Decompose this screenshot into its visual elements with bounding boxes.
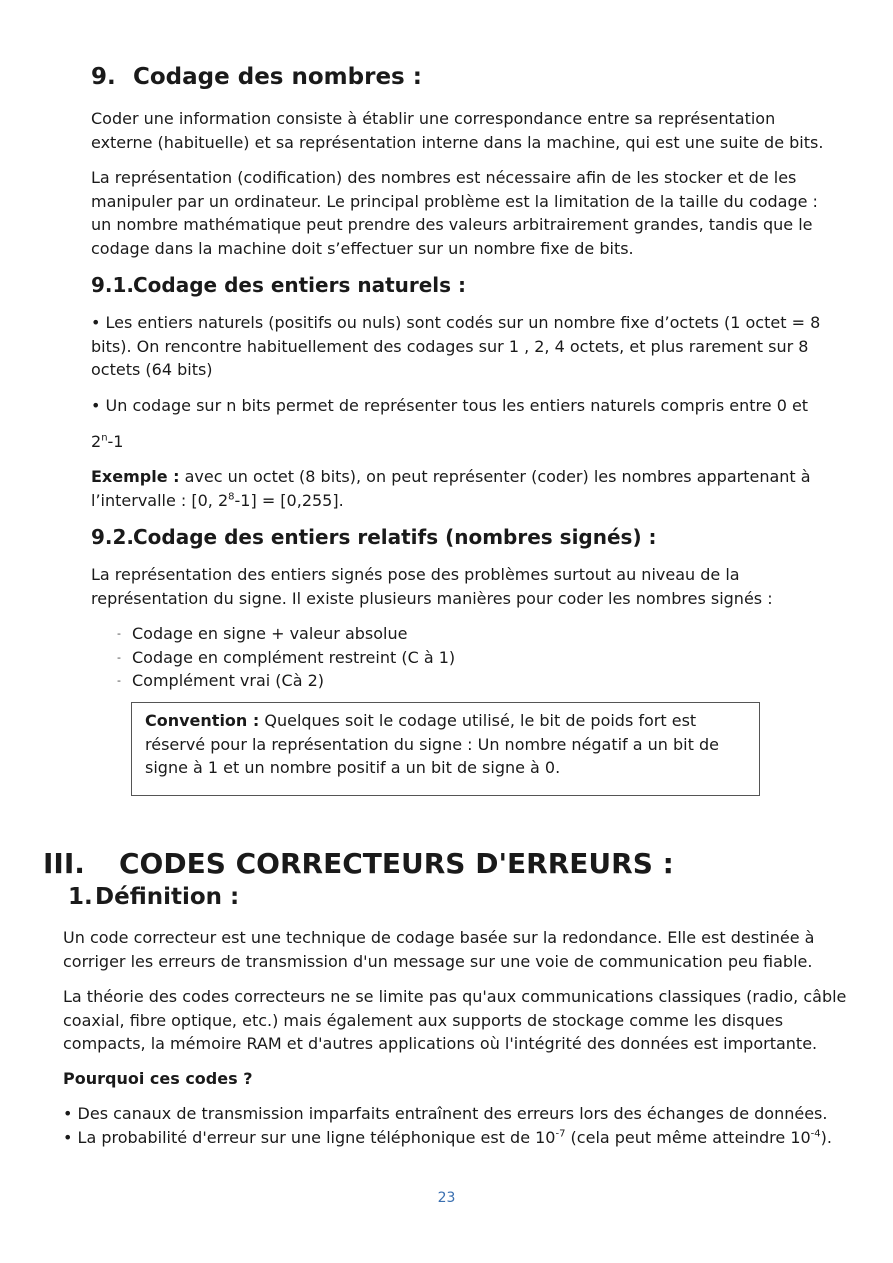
list-marker: - [117,650,121,664]
example-text-end: -1] = [0,255]. [234,490,344,510]
why2-text: • La probabilité d'erreur sur une ligne téléphonique est de 10 [63,1128,556,1147]
paragraph: La théorie des codes correcteurs ne se limite pas qu'aux communications classiques (radio, câble coaxial, fibre optique, etc.) mais également aux supports de stockage comme les disques compacts, la mémoire RAM et d'autres applications où l'intégrité des données est importante. [63,987,847,1053]
formula [91,430,831,454]
section-number: 9.2. [91,525,135,549]
section-title: Codage des entiers relatifs (nombres signés) : [133,525,657,549]
chapter-number: III. [43,847,85,880]
paragraph: Coder une information consiste à établir une correspondance entre sa représentation externe (habituelle) et sa représentation interne dans la machine, qui est une suite de bits. [91,109,824,152]
bullet-paragraph: • Un codage sur n bits permet de représenter tous les entiers naturels compris entre 0 et [91,396,809,415]
chapter-heading [43,847,674,880]
paragraph: La représentation des entiers signés pose des problèmes surtout au niveau de la représentation du signe. Il existe plusieurs manières pour coder les nombres signés : [91,565,773,608]
formula-base: 2 [91,432,102,451]
example-exponent: 8 [228,491,235,503]
section-number: 9. [91,64,116,90]
list-item-text: Codage en complément restreint (C à 1) [132,647,456,667]
definition-heading [68,884,239,910]
example-label: Exemple : [91,467,180,486]
chapter-title: CODES CORRECTEURS D'ERREURS : [119,847,674,880]
why2-text-mid: (cela peut même atteindre 10 [565,1128,811,1147]
why-heading: Pourquoi ces codes ? [63,1069,253,1088]
list-item [117,646,455,670]
example-text: avec un octet (8 bits), on peut représenter (coder) les nombres appartenant à l’intervalle : [0, 2 [91,467,811,510]
list-item-text: Complément vrai (Cà 2) [132,671,325,690]
section-number: 9.1. [91,273,135,297]
convention-text: Quelques soit le codage utilisé, le bit de poids fort est réservé pour la représentation du signe : Un nombre négatif a un bit de signe à 1 et un nombre positif a un bit de signe à 0. [145,711,719,777]
list-item-text: Codage en signe + valeur absolue [132,624,408,643]
exponent: -4 [810,1128,821,1140]
dash-list [117,622,455,693]
list-marker: - [117,674,121,687]
section-9-heading [91,64,422,90]
list-item [117,669,455,693]
convention-box [131,702,760,796]
section-title: Définition : [95,884,240,910]
convention-label: Convention : [145,711,260,730]
page-number: 23 [437,1190,456,1206]
section-title: Codage des nombres : [133,64,422,90]
bullet-paragraph: • Des canaux de transmission imparfaits entraînent des erreurs lors des échanges de données. [63,1104,828,1123]
formula-rest: -1 [107,432,124,451]
section-9-2-heading [91,525,657,549]
section-number: 1. [68,884,93,910]
list-item [117,622,455,646]
section-9-1-heading [91,273,466,297]
example-paragraph [91,465,831,512]
list-marker: - [117,627,121,640]
why2-text-end: ). [820,1128,832,1147]
paragraph: Un code correcteur est une technique de codage basée sur la redondance. Elle est destinée à corriger les erreurs de transmission d'un message sur une voie de communication peu fiable. [63,928,815,971]
paragraph: La représentation (codification) des nombres est nécessaire afin de les stocker et de les manipuler par un ordinateur. Le principal problème est la limitation de la taille du codage : un nombre mathématique peut prendre des valeurs arbitrairement grandes, tandis que le codage dans la machine doit s’effectuer sur un nombre fixe de bits. [91,168,818,258]
exponent: -7 [555,1128,566,1140]
bullet-paragraph [63,1126,853,1150]
bullet-paragraph: • Les entiers naturels (positifs ou nuls) sont codés sur un nombre fixe d’octets (1 octet = 8 bits). On rencontre habituellement des codages sur 1 , 2, 4 octets, et plus rarement sur 8 octets (64 bits) [91,313,821,379]
section-title: Codage des entiers naturels : [133,273,467,297]
formula-exponent: n [101,432,108,444]
